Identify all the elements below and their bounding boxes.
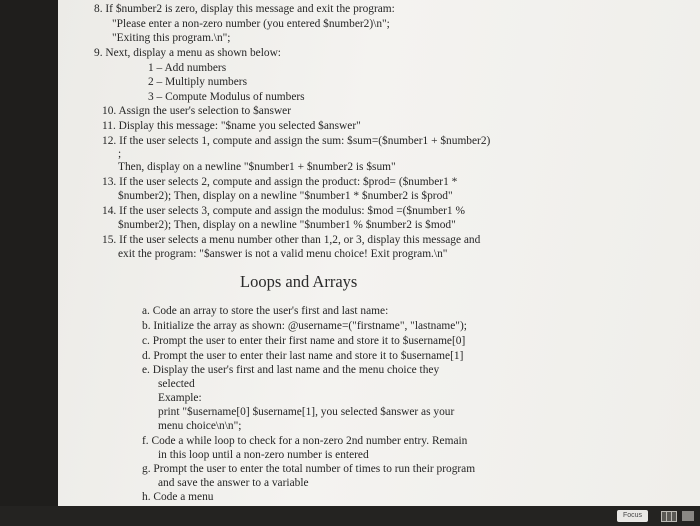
item-15-line: exit the program: "$answer is not a valid menu choice! Exit program.\n"	[118, 248, 448, 260]
document-page	[58, 0, 700, 506]
item-9: 9. Next, display a menu as shown below:	[94, 47, 281, 59]
item-a: a. Code an array to store the user's first and last name:	[142, 305, 389, 317]
item-f: f. Code a while loop to check for a non-zero 2nd number entry. Remain	[142, 435, 468, 447]
item-13: 13. If the user selects 2, compute and assign the product: $prod= ($number1 *	[102, 176, 458, 188]
item-12: 12. If the user selects 1, compute and assign the sum: $sum=($number1 + $number2)	[102, 135, 491, 147]
item-e-line: selected	[158, 378, 195, 390]
item-e: e. Display the user's first and last name and the menu choice they	[142, 364, 440, 376]
item-13-line: $number2); Then, display on a newline "$number1 * $number2 is $prod"	[118, 190, 453, 202]
focus-button[interactable]: Focus	[617, 510, 648, 522]
item-11: 11. Display this message: "$name you selected $answer"	[102, 120, 361, 132]
item-12-line: ;	[118, 148, 122, 160]
scroll-handle[interactable]	[682, 511, 694, 521]
item-f-line: in this loop until a non-zero number is entered	[158, 449, 369, 461]
menu-option-2: 2 – Multiply numbers	[148, 76, 248, 88]
item-15: 15. If the user selects a menu number other than 1,2, or 3, display this message and	[102, 234, 481, 246]
item-d: d. Prompt the user to enter their last name and store it to $username[1]	[142, 350, 464, 362]
menu-option-3: 3 – Compute Modulus of numbers	[148, 91, 305, 103]
item-10: 10. Assign the user's selection to $answer	[102, 105, 292, 117]
item-14: 14. If the user selects 3, compute and assign the modulus: $mod =($number1 %	[102, 205, 465, 217]
item-14-line: $number2); Then, display on a newline "$number1 % $number2 is $mod"	[118, 219, 456, 231]
item-8-line: "Please enter a non-zero number (you entered $number2)\n";	[112, 18, 390, 30]
item-g-line: and save the answer to a variable	[158, 477, 309, 489]
menu-option-1: 1 – Add numbers	[148, 62, 227, 74]
taskbar	[0, 506, 700, 526]
item-h: h. Code a menu	[142, 491, 214, 503]
item-12-line: Then, display on a newline "$number1 + $number2 is $sum"	[118, 161, 396, 173]
reader-layout-icon[interactable]	[661, 511, 677, 522]
item-c: c. Prompt the user to enter their first name and store it to $username[0]	[142, 335, 466, 347]
item-8: 8. If $number2 is zero, display this message and exit the program:	[94, 3, 395, 15]
item-e-line: print "$username[0] $username[1], you selected $answer as your	[158, 406, 455, 418]
item-e-line: menu choice\n\n";	[158, 420, 242, 432]
item-g: g. Prompt the user to enter the total number of times to run their program	[142, 463, 476, 475]
section-title: Loops and Arrays	[240, 272, 358, 291]
item-8-line: "Exiting this program.\n";	[112, 32, 231, 44]
item-e-line: Example:	[158, 392, 202, 404]
item-b: b. Initialize the array as shown: @username=("firstname", "lastname");	[142, 320, 467, 332]
